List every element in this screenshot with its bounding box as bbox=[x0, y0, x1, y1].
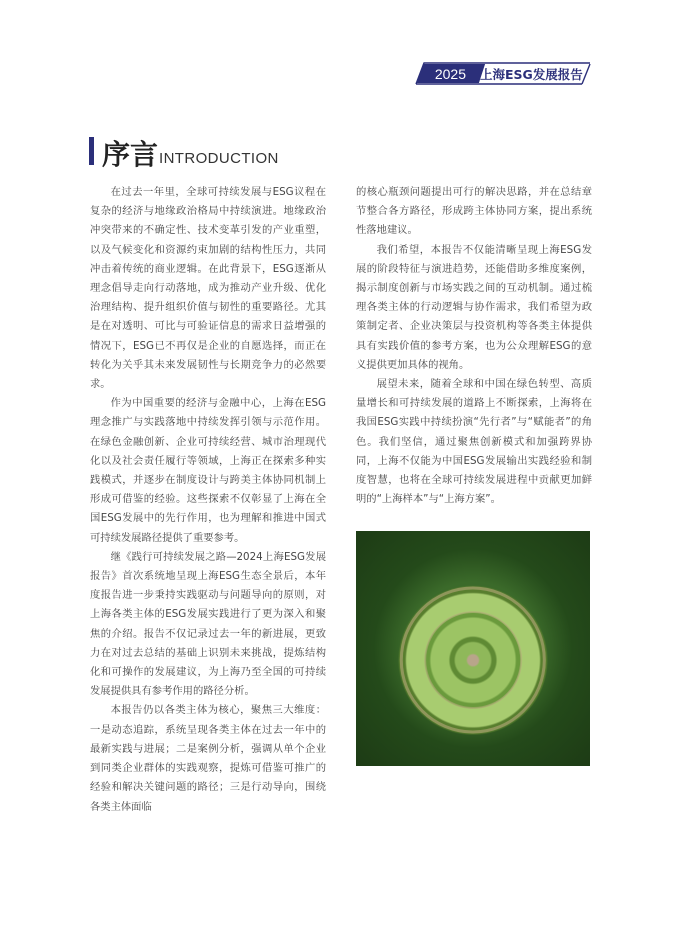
section-accent-bar bbox=[89, 137, 94, 165]
body-column-right bbox=[356, 183, 592, 509]
aerial-park-photo bbox=[356, 531, 590, 766]
section-title-en: INTRODUCTION bbox=[159, 150, 279, 167]
body-column-left bbox=[90, 183, 326, 817]
paragraph: 在过去一年里，全球可持续发展与ESG议程在复杂的经济与地缘政治格局中持续演进。地缘政治冲突带来的不确定性、技术变革引发的产业重塑，以及气候变化和资源约束加剧的结构性压力，共同冲击着传统的商业逻辑。在此背景下，ESG逐渐从理念倡导走向行动落地，成为推动产业升级、优化治理结构、提升组织价值与韧性的重要路径。尤其是在对透明、可比与可验证信息的需求日益增强的情况下，ESG已不再仅是企业的自愿选择，而正在转化为关乎其未来发展韧性与长期竞争力的必然要求。 bbox=[90, 186, 326, 391]
paragraph: 继《践行可持续发展之路—2024上海ESG发展报告》首次系统地呈现上海ESG生态全景后，本年度报告进一步秉持实践驱动与问题导向的原则，对上海各类主体的ESG发展实践进行了更为深入和聚焦的介绍。报告不仅记录过去一年的新进展，更致力在对过去总结的基础上识别未来挑战，提炼结构化和可操作的发展建议，为上海乃至全国的可持续发展提供具有参考作用的路径分析。 bbox=[90, 550, 326, 698]
paragraph: 展望未来，随着全球和中国在绿色转型、高质量增长和可持续发展的道路上不断探索，上海将在我国ESG实践中持续扮演“先行者”与“赋能者”的角色。我们坚信，通过聚焦创新模式和加强跨界协同，上海不仅能为中国ESG发展输出实践经验和制度智慧，也将在全球可持续发展进程中贡献更加鲜明的“上海样本”与“上海方案”。 bbox=[356, 378, 592, 506]
paragraph: 作为中国重要的经济与金融中心，上海在ESG理念推广与实践落地中持续发挥引领与示范作用。在绿色金融创新、企业可持续经营、城市治理现代化以及社会责任履行等领域，上海正在探索多种实践模式，并逐步在制度设计与跨美主体协同机制上形成可借鉴的经验。这些探索不仅彰显了上海在全国ESG发展中的先行作用，也为理解和推进中国式可持续发展路径提供了重要参考。 bbox=[90, 397, 326, 544]
paragraph: 本报告仍以各类主体为核心，聚焦三大维度：一是动态追踪，系统呈现各类主体在过去一年中的最新实践与进展；二是案例分析，强调从单个企业到同类企业群体的实践观察，提炼可借鉴可推广的经验和解决关键问题的路径；三是行动导向，围绕各类主体面临 bbox=[90, 704, 326, 813]
header-year: 2025 bbox=[417, 64, 485, 83]
header-title: 上海ESG发展报告 bbox=[480, 66, 583, 82]
paragraph: 我们希望，本报告不仅能清晰呈现上海ESG发展的阶段特征与演进趋势，还能借助多维度案例，揭示制度创新与市场实践之间的互动机制。通过梳理各类主体的行动逻辑与协作需求，我们希望为政策制定者、企业决策层与投资机构等各类主体提供具有实践价值的参考方案，也为公众理解ESG的意义提供更加具体的视角。 bbox=[356, 243, 592, 371]
report-header-badge bbox=[412, 62, 592, 86]
photo-ring-path-inner bbox=[424, 611, 522, 709]
paragraph: 的核心瓶颈问题提出可行的解决思路，并在总结章节整合各方路径，形成跨主体协同方案，提出系统性落地建议。 bbox=[356, 186, 592, 237]
section-title-cn: 序言 bbox=[102, 138, 159, 171]
